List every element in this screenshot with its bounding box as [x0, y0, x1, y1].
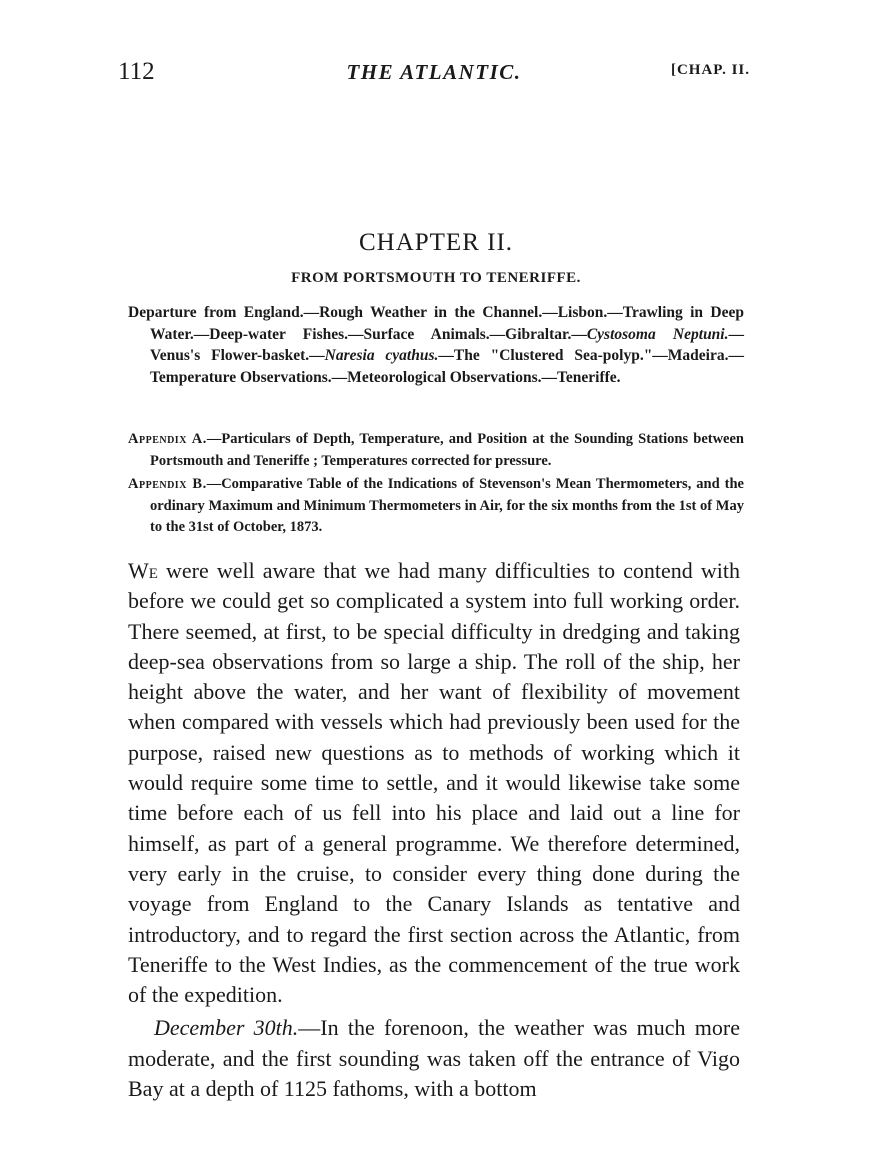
chapter-subtitle: FROM PORTSMOUTH TO TENERIFFE. [291, 270, 581, 286]
running-header [118, 58, 750, 88]
appendix-label: Appendix A. [128, 431, 207, 447]
appendix-a [128, 429, 744, 472]
running-title: THE ATLANTIC. [346, 60, 522, 84]
body-paragraph [128, 1013, 740, 1104]
appendix-b [128, 474, 744, 539]
summary-text: —The "Clustered Sea-polyp."—Madeira.—Temperature Observations.—Meteorological Observations.—Teneriffe. [150, 347, 744, 386]
summary-paragraph [128, 302, 744, 388]
summary-species-naresia: Naresia cyathus. [324, 347, 439, 364]
paragraph-lead-word: We [128, 558, 158, 583]
summary-text: Departure from England.—Rough Weather in the Channel.—Lisbon.—Trawling in Deep Water.—Deep-water Fishes.—Surface Animals.—Gibraltar.— [128, 304, 744, 343]
appendix-list [128, 429, 744, 541]
appendix-text: —Comparative Table of the Indications of Stevenson's Mean Thermometers, and the ordinary Maximum and Minimum Thermometers in Air, for the six months from the 1st of May to the 31st of October, 1873. [150, 476, 744, 535]
summary-text: —Venus's Flower-basket.— [150, 325, 744, 364]
chapter-summary [128, 302, 744, 388]
chapter-reference: [CHAP. II. [670, 62, 750, 78]
paragraph-text: were well aware that we had many difficulties to contend with before we could get so complicated a system into full working order. There seemed, at first, to be special difficulty in dredging and taking deep-sea observations from so large a ship. The roll of the ship, her height above the water, and her want of flexibility of movement when compared with vessels which had previously been used for the purpose, raised new questions as to methods of working which it would require some time to settle, and it would likewise take some time before each of us fell into his place and laid out a line for himself, as part of a general programme. We therefore determined, very early in the cruise, to consider every thing done during the voyage from England to the Canary Islands as tentative and introductory, and to regard the first section across the Atlantic, from Teneriffe to the West Indies, as the commencement of the true work of the expedition. [128, 558, 740, 1008]
body-paragraph [128, 556, 740, 1010]
page-number: 112 [118, 58, 155, 85]
body-text [128, 556, 740, 1104]
appendix-text: —Particulars of Depth, Temperature, and Position at the Sounding Stations between Portsmouth and Teneriffe ; Temperatures corrected for pressure. [150, 431, 744, 469]
journal-date: December 30th. [154, 1015, 299, 1041]
appendix-label: Appendix B. [128, 476, 207, 492]
chapter-heading: CHAPTER II. [358, 229, 514, 256]
paragraph-text: —In the forenoon, the weather was much more moderate, and the first sounding was taken off the entrance of Vigo Bay at a depth of 1125 fathoms, with a bottom [128, 1015, 740, 1102]
summary-species-cystosoma: Cystosoma Neptuni. [586, 325, 729, 343]
